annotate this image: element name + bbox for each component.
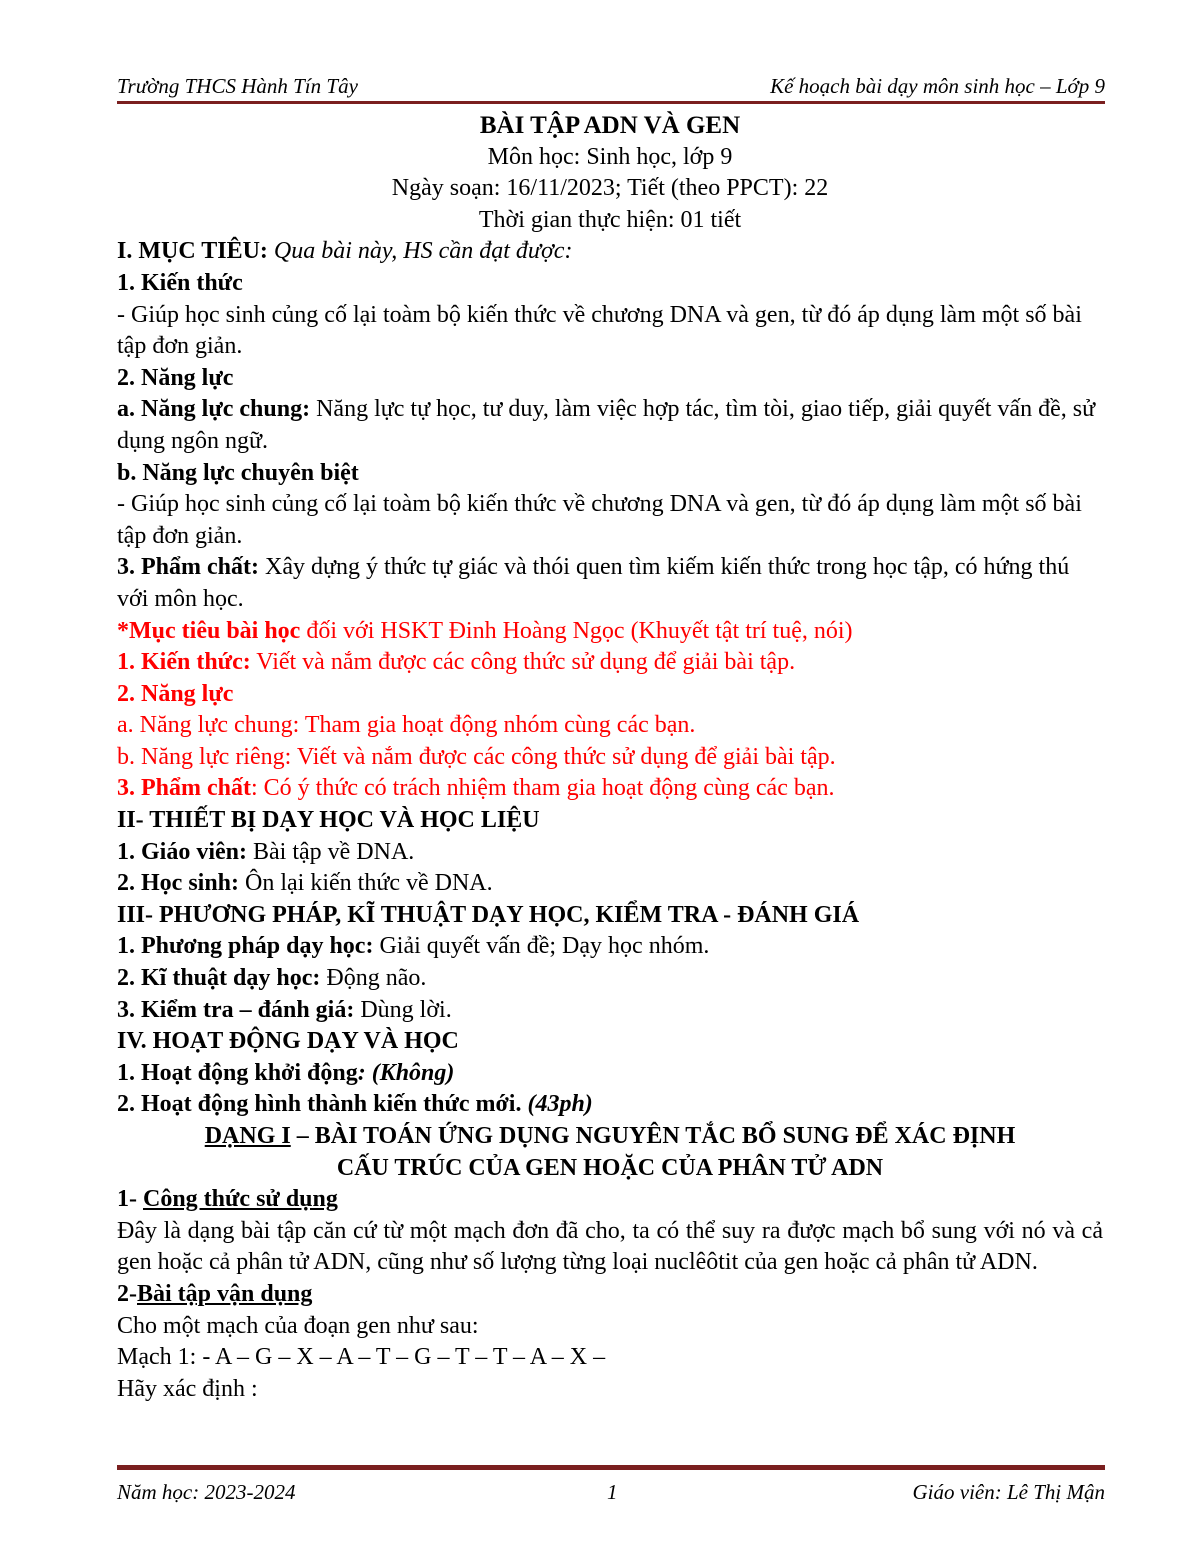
method-text: Giải quyết vấn đề; Dạy học nhóm. [373,933,710,960]
general-competency-text: Năng lực tự học, tư duy, làm việc hợp tác, tìm tòi, giao tiếp, giải quyết vấn đề, sử dụng ngôn ngữ. [117,396,1096,454]
special-objectives-rest: đối với HSKT Đinh Hoàng Ngọc (Khuyết tật trí tuệ, nói) [300,617,853,644]
special-quality-label: 3. Phẩm chất [117,775,251,802]
dang-heading-line1 [117,1121,1103,1153]
equipment-heading: II- THIẾT BỊ DẠY HỌC VÀ HỌC LIỆU [117,807,540,834]
document-body [117,110,1103,1405]
page-number: 1 [607,1480,618,1504]
dang-title-part1: – BÀI TOÁN ỨNG DỤNG NGUYÊN TẮC BỔ SUNG ĐỂ XÁC ĐỊNH [290,1123,1016,1149]
activity2-note: (43ph) [521,1091,593,1118]
header-rule [117,101,1105,104]
activity2-label: 2. Hoạt động hình thành kiến thức mới. [117,1091,522,1118]
quality-label: 3. Phẩm chất: [117,554,259,581]
formula-prefix: 1- [117,1186,143,1213]
special-knowledge-text: Viết và nắm được các công thức sử dụng để giải bài tập. [250,649,796,676]
exercise-line1: Cho một mạch của đoạn gen như sau: [117,1312,479,1339]
footer-teacher: Giáo viên: Lê Thị Mận [912,1480,1105,1504]
special-knowledge-label: 1. Kiến thức: [117,649,251,676]
date-line: Ngày soạn: 16/11/2023; Tiết (theo PPCT): 22 [391,175,829,202]
student-label: 2. Học sinh: [117,870,240,897]
method-line [117,931,1103,963]
exercise-prefix: 2- [117,1280,137,1307]
page-footer [117,1480,1105,1514]
technique-label: 2. Kĩ thuật dạy học: [117,965,321,992]
formula-heading [117,1184,1103,1216]
special-knowledge [117,647,1103,679]
document-title: BÀI TẬP ADN VÀ GEN [479,112,741,139]
technique-line [117,963,1103,995]
special-quality-text: : Có ý thức có trách nhiệm tham gia hoạt động cùng các bạn. [251,775,835,802]
student-line [117,868,1103,900]
exercise-label: Bài tập vận dụng [137,1280,313,1307]
special-quality [117,773,1103,805]
duration-line: Thời gian thực hiện: 01 tiết [478,206,742,233]
objectives-heading-note: Qua bài này, HS cần đạt được: [267,238,573,265]
knowledge-text: - Giúp học sinh củng cố lại toàm bộ kiến thức về chương DNA và gen, từ đó áp dụng làm một số bài tập đơn giản. [117,301,1082,360]
special-objectives-label: *Mục tiêu bài học [117,617,301,644]
activity2-line [117,1089,1103,1121]
activity1-note: : (Không) [357,1059,455,1086]
assessment-label: 3. Kiểm tra – đánh giá: [117,996,355,1023]
footer-school-year: Năm học: 2023-2024 [117,1480,296,1504]
objectives-heading [117,236,1103,268]
special-specific-competency: b. Năng lực riêng: Viết và nắm được các công thức sử dụng để giải bài tập. [117,743,836,770]
teacher-line [117,837,1103,869]
activity1-label: 1. Hoạt động khởi động [117,1059,358,1086]
subject-line: Môn học: Sinh học, lớp 9 [487,143,733,170]
specific-competency-heading: b. Năng lực chuyên biệt [117,459,359,486]
teacher-label: 1. Giáo viên: [117,838,247,865]
exercise-strand: Mạch 1: - A – G – X – A – T – G – T – T – A – X – [117,1344,606,1371]
objectives-heading-label: I. MỤC TIÊU: [117,238,268,265]
exercise-heading [117,1279,1103,1311]
header-school: Trường THCS Hành Tín Tây [117,74,358,98]
technique-text: Động não. [320,965,427,992]
exercise-question: Hãy xác định : [117,1375,258,1402]
activities-heading: IV. HOẠT ĐỘNG DẠY VÀ HỌC [117,1028,459,1055]
dang-heading-line2: CẤU TRÚC CỦA GEN HOẶC CỦA PHÂN TỬ ADN [336,1154,884,1181]
formula-label: Công thức sử dụng [143,1186,338,1213]
competency-heading: 2. Năng lực [117,364,234,391]
footer-rule [117,1465,1105,1470]
special-objectives-heading [117,616,1103,648]
activity1-line [117,1058,1103,1090]
student-text: Ôn lại kiến thức về DNA. [239,870,493,897]
general-competency-label: a. Năng lực chung: [117,396,311,423]
methods-heading: III- PHƯƠNG PHÁP, KĨ THUẬT DẠY HỌC, KIỂM TRA - ĐÁNH GIÁ [117,901,860,928]
formula-text: Đây là dạng bài tập căn cứ từ một mạch đơn đã cho, ta có thể suy ra được mạch bổ sung với nó và cả gen hoặc cả phân tử ADN, cũng như số lượng từng loại nuclêôtit của gen hoặc cả phân tử ADN. [117,1217,1103,1276]
header-plan: Kế hoạch bài dạy môn sinh học – Lớp 9 [770,74,1105,98]
knowledge-heading: 1. Kiến thức [117,269,243,296]
special-competency-heading: 2. Năng lực [117,680,234,707]
quality-line [117,552,1103,615]
quality-text: Xây dựng ý thức tự giác và thói quen tìm kiếm kiến thức trong học tập, có hứng thú với môn học. [117,554,1070,612]
special-general-competency: a. Năng lực chung: Tham gia hoạt động nhóm cùng các bạn. [117,712,696,739]
assessment-line [117,995,1103,1027]
teacher-text: Bài tập về DNA. [247,838,415,865]
specific-competency-text: - Giúp học sinh củng cố lại toàm bộ kiến thức về chương DNA và gen, từ đó áp dụng làm một số bài tập đơn giản. [117,491,1082,549]
assessment-text: Dùng lời. [354,996,452,1023]
method-label: 1. Phương pháp dạy học: [117,933,374,960]
dang-label: DẠNG I [204,1123,291,1149]
general-competency [117,394,1103,457]
page-header [117,70,1105,104]
